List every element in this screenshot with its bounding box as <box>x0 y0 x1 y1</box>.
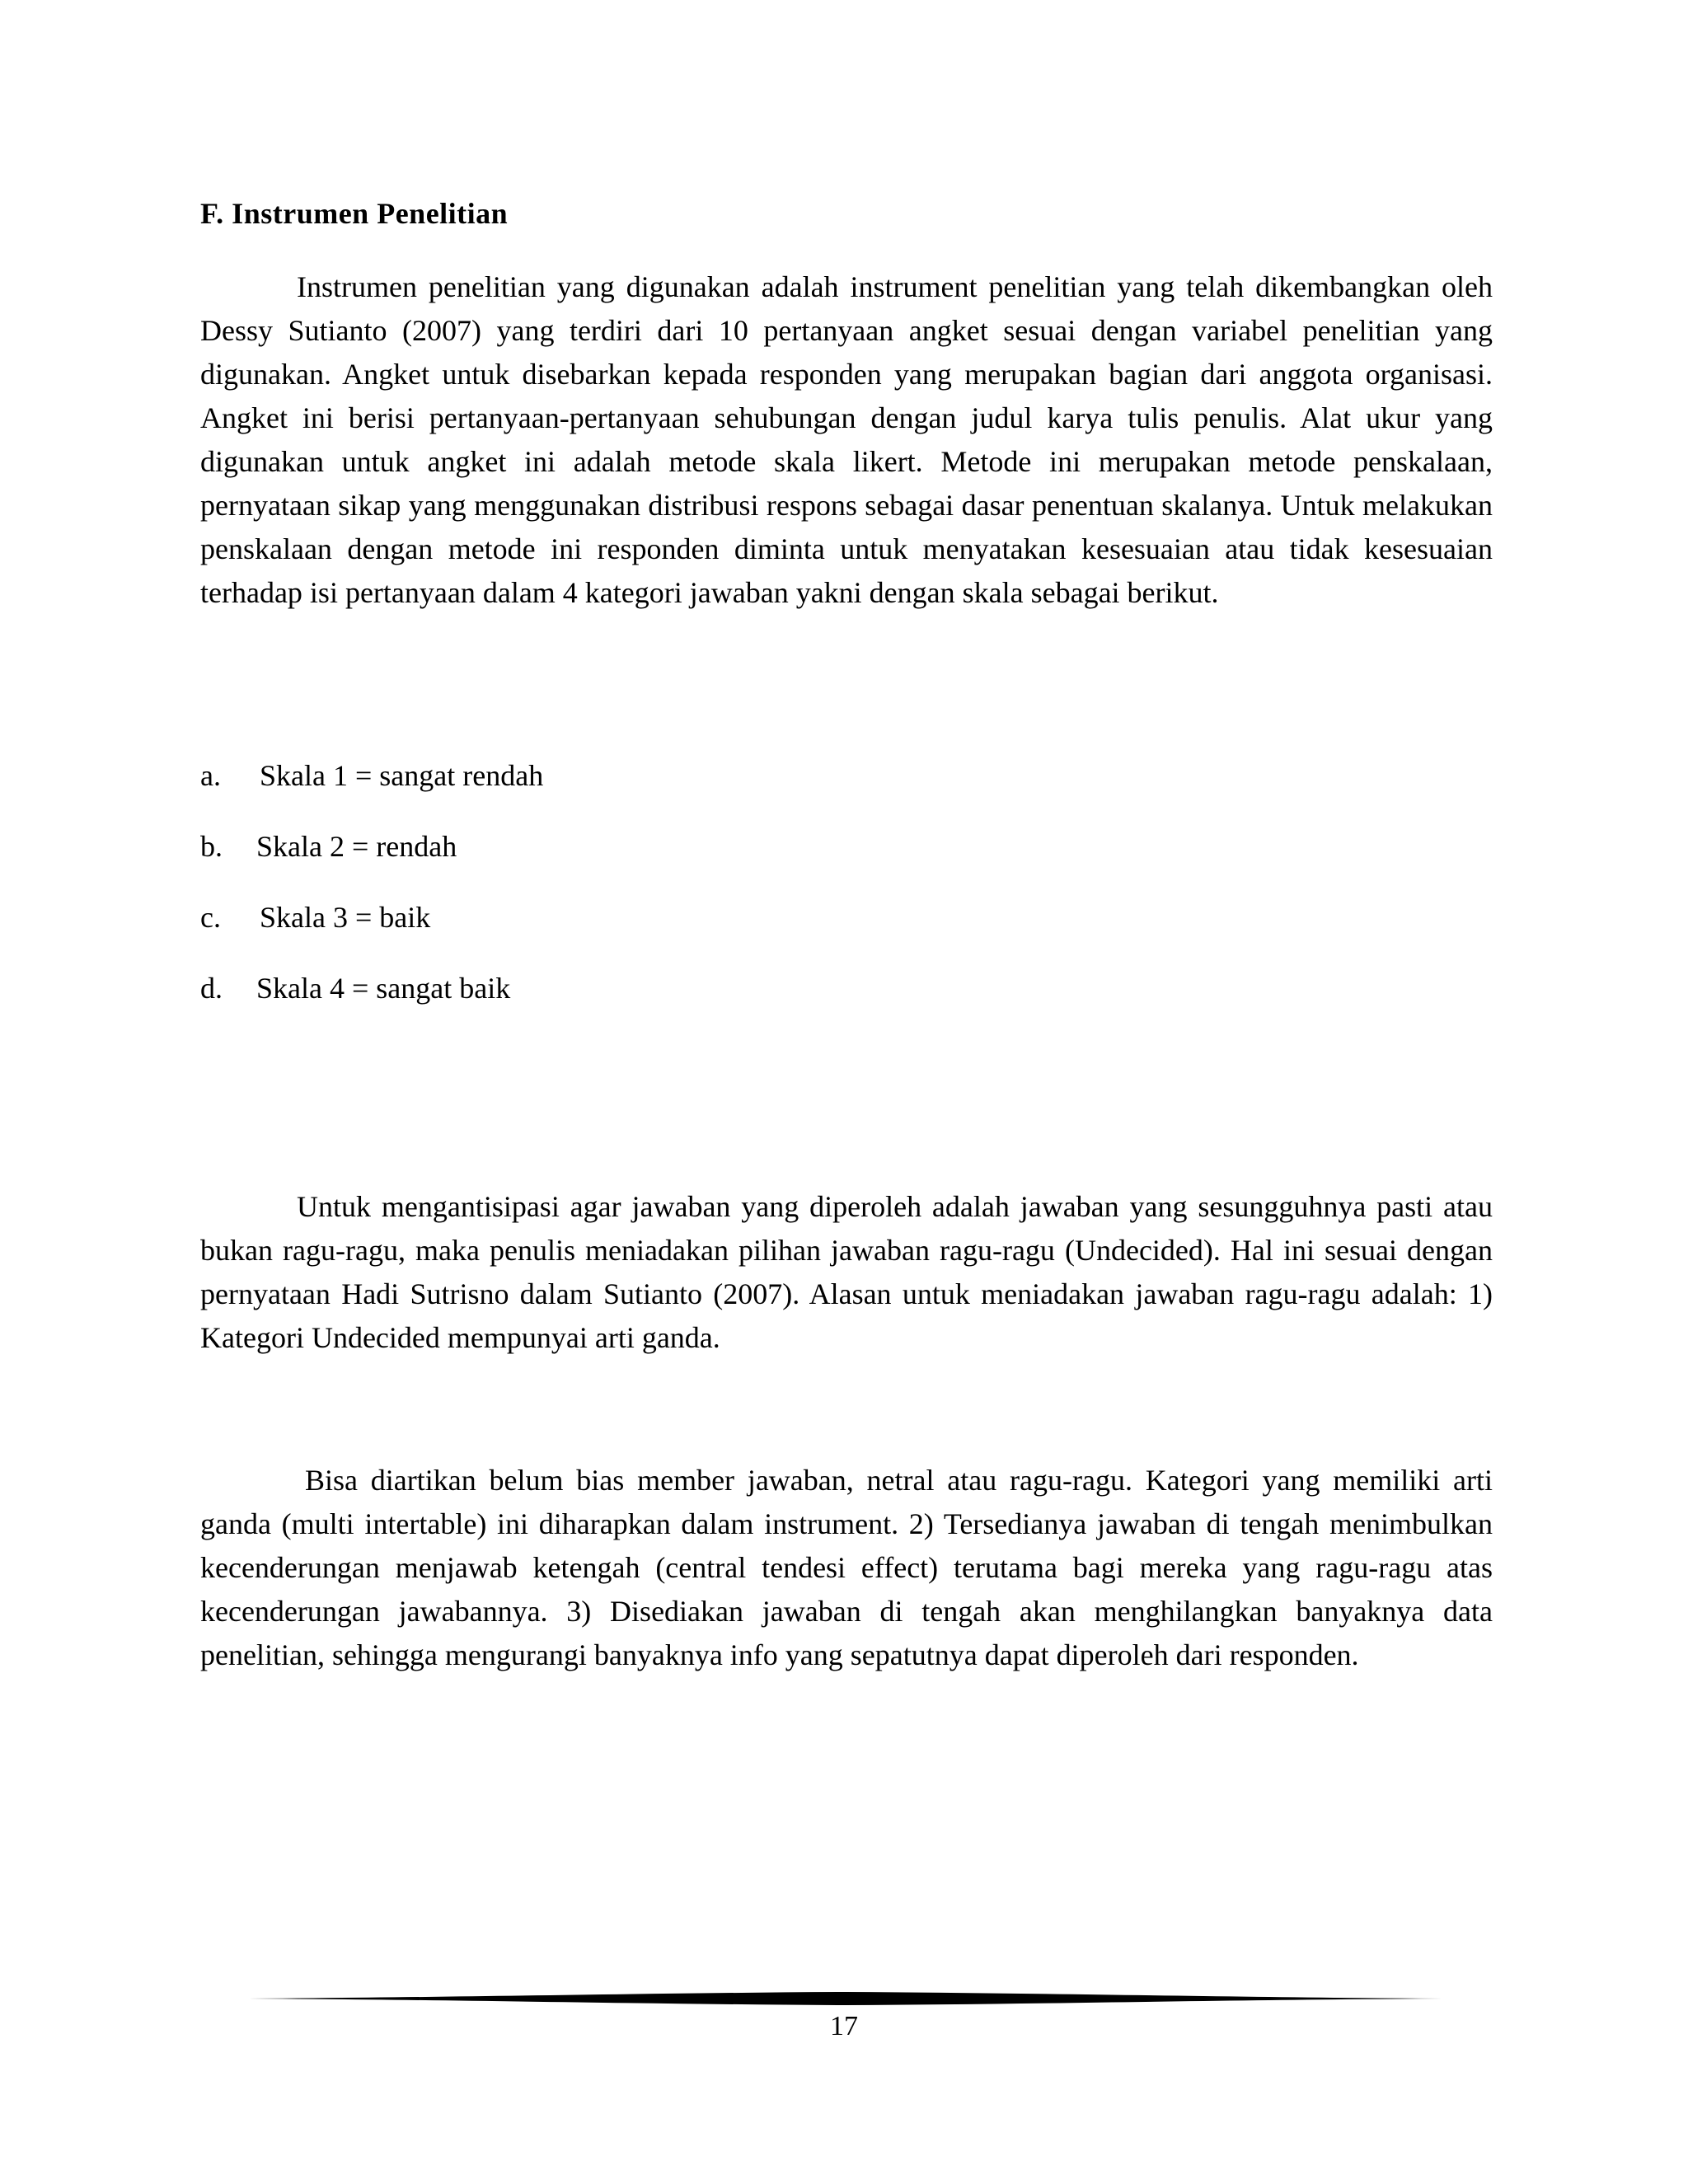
list-item <box>200 971 510 1005</box>
footer-divider <box>249 1991 1442 2006</box>
list-item-text: Skala 1 = sangat rendah <box>260 759 544 792</box>
list-item-text: Skala 4 = sangat baik <box>256 972 511 1005</box>
paragraph-anticipation <box>200 1185 1493 1360</box>
paragraph-instrument-description <box>200 265 1493 615</box>
page-number: 17 <box>830 2011 858 2041</box>
list-marker: b. <box>200 830 223 863</box>
list-item <box>200 758 543 793</box>
list-item <box>200 829 457 864</box>
section-heading: F. Instrumen Penelitian <box>200 197 509 230</box>
paragraph-text: Instrumen penelitian yang digunakan adalah instrument penelitian yang telah dikembangkan oleh Dessy Sutianto (2007) yang terdiri dari 10 pertanyaan angket sesuai dengan variabel penelitian yang digunakan. Angket untuk disebarkan kepada responden yang merupakan bagian dari anggota organisasi. Angket ini berisi pertanyaan-pertanyaan sehubungan dengan judul karya tulis penulis. Alat ukur yang digunakan untuk angket ini adalah metode skala likert. Metode ini merupakan metode penskalaan, pernyataan sikap yang menggunakan distribusi respons sebagai dasar penentuan skalanya. Untuk melakukan penskalaan dengan metode ini responden diminta untuk menyatakan kesesuaian atau tidak kesesuaian terhadap isi pertanyaan dalam 4 kategori jawaban yakni dengan skala sebagai berikut. <box>200 270 1493 609</box>
list-item <box>200 900 430 935</box>
list-marker: d. <box>200 972 223 1005</box>
list-item-text: Skala 2 = rendah <box>256 830 457 863</box>
list-item-text: Skala 3 = baik <box>260 901 431 934</box>
paragraph-text: Bisa diartikan belum bias member jawaban, netral atau ragu-ragu. Kategori yang memiliki arti ganda (multi intertable) ini diharapkan dalam instrument. 2) Tersedianya jawaban di tengah menimbulkan kecenderungan menjawab ketengah (central tendesi effect) terutama bagi mereka yang ragu-ragu atas kecenderungan jawabannya. 3) Disediakan jawaban di tengah akan menghilangkan banyaknya data penelitian, sehingga mengurangi banyaknya info yang sepatutnya dapat diperoleh dari responden. <box>200 1464 1493 1671</box>
list-marker: c. <box>200 901 221 934</box>
paragraph-text: Untuk mengantisipasi agar jawaban yang diperoleh adalah jawaban yang sesungguhnya pasti atau bukan ragu-ragu, maka penulis meniadakan pilihan jawaban ragu-ragu (Undecided). Hal ini sesuai dengan pernyataan Hadi Sutrisno dalam Sutianto (2007). Alasan untuk meniadakan jawaban ragu-ragu adalah: 1) Kategori Undecided mempunyai arti ganda. <box>200 1190 1493 1354</box>
paragraph-reasons <box>200 1459 1493 1677</box>
list-marker: a. <box>200 759 221 792</box>
